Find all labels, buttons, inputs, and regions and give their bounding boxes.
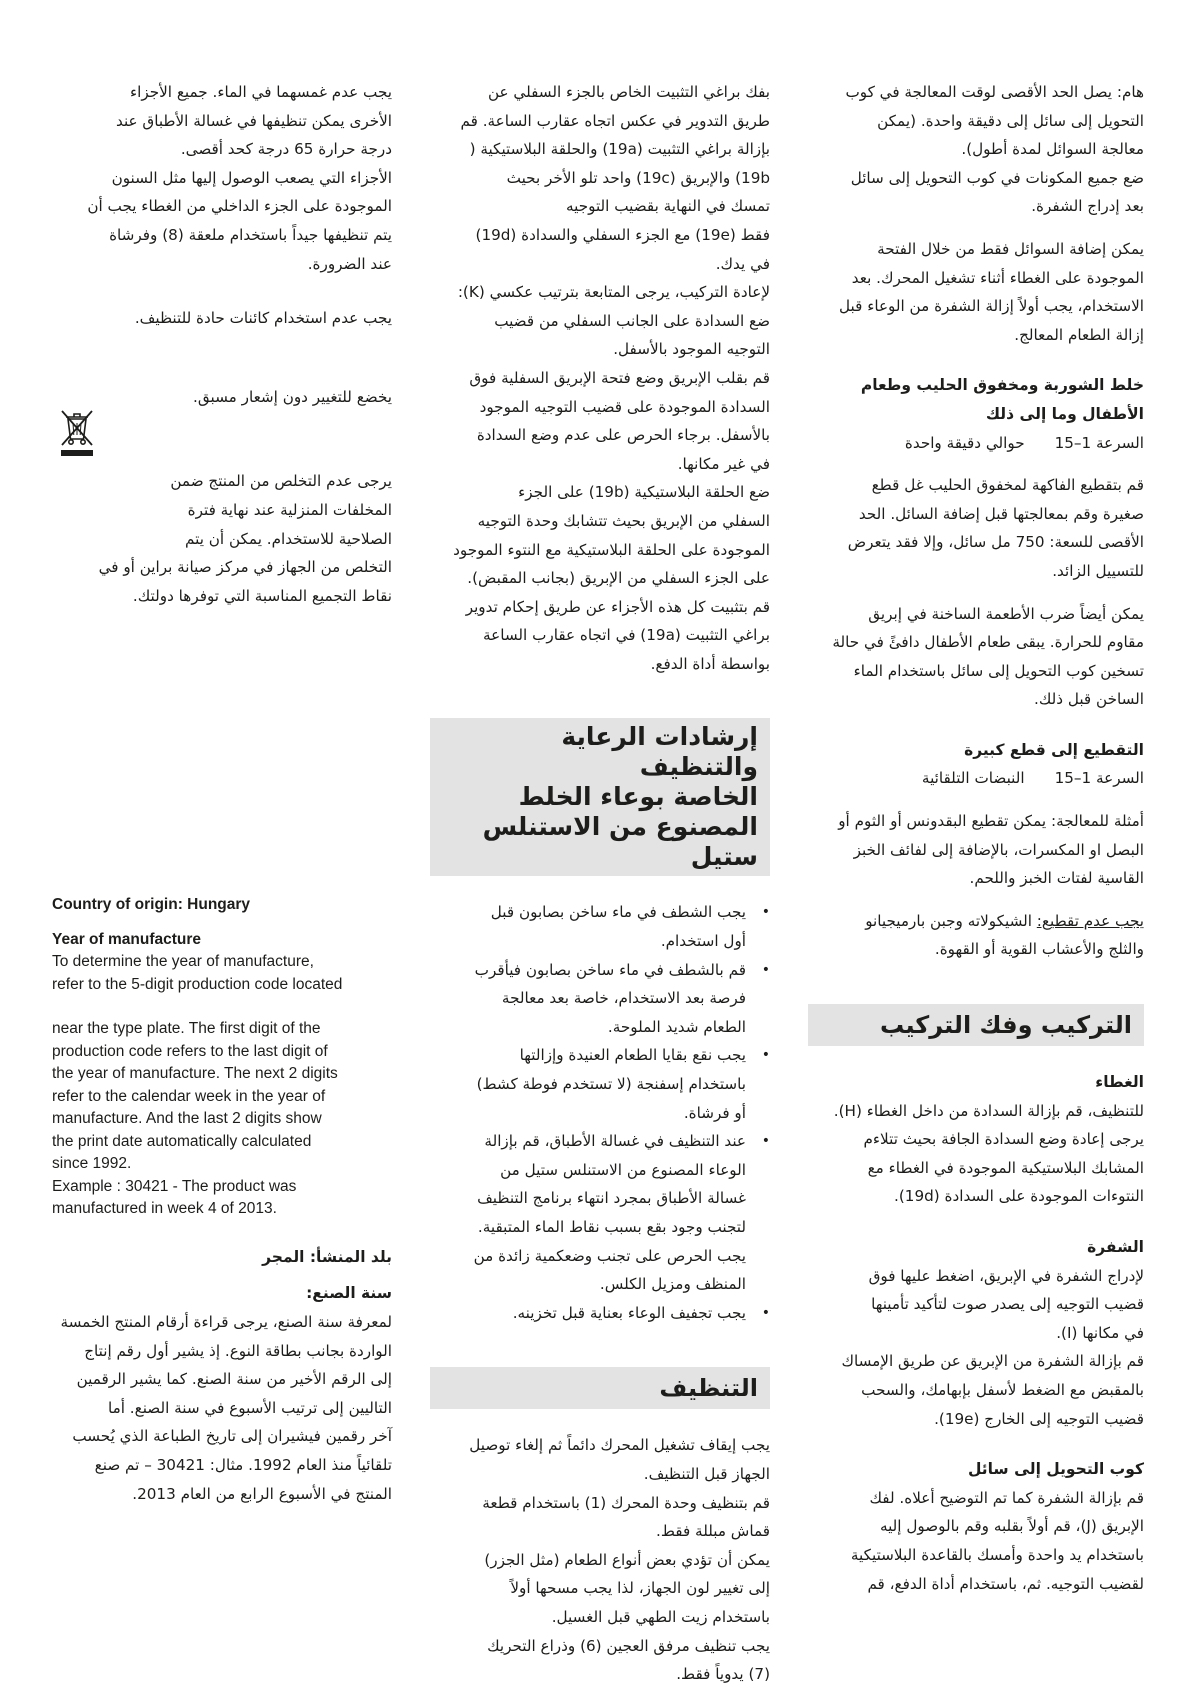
right-column — [808, 78, 1144, 1598]
subject-to-change: يخضع للتغيير دون إشعار مسبق. — [193, 387, 392, 406]
soups-paragraph: قم بتقطيع الفاكهة لمخفوق الحليب غل قطع صغيرة وقم بمعالجتها قبل إضافة السائل. الحد الأقصى للسعة: 750 مل سائل، وإلا فقد يتعرض للتسييل الزائد. — [847, 476, 1144, 580]
year-paragraph-ar: لمعرفة سنة الصنع، يرجى قراءة أرقام المنتج الخمسة الواردة بجانب بطاقة النوع. إذ يشير أول رقم إنتاج إلى الرقم الأخير من سنة الصنع. كما يشير الرقمين التاليين إلى ترتيب الأسبوع في سنة الصنع. أما آخر رقمين فيشيران إلى تاريخ الطباعة الذي يُحسب تلقائياً منذ العام 1992. مثال: 30421 – تم صنع المنتج في الأسبوع الرابع من العام 2013. — [60, 1313, 392, 1503]
intro-paragraph: هام: يصل الحد الأقصى لوقت المعالجة في كوب التحويل إلى سائل إلى دقيقة واحدة. (يمكن معالجة السوائل لمدة أطول). ضع جميع المكونات في كوب التحويل إلى سائل بعد إدراج الشفرة. — [845, 83, 1144, 216]
chop-speed-row: السرعة 1–15 النبضات التلقائية — [921, 769, 1144, 788]
middle-column — [430, 78, 770, 1689]
care-list — [430, 898, 770, 1327]
care-title: إرشادات الرعاية والتنظيف الخاصة بوعاء الخلط المصنوع من الاستنلس ستيل — [430, 718, 770, 876]
unscrew-paragraph: بفك براغي التثبيت الخاص بالجزء السفلي عن طريق التدوير في عكس اتجاه عقارب الساعة. قم بإزالة براغي التثبيت (19a) والحلقة البلاستيكية ( 19b) والإبريق (19c) واحد تلو الأخر بحيث تمسك في النهاية بقضيب التوجيه فقط (19e) مع الجزء السفلي والسدادة (19d) في يدك. لإعادة التركيب، يرجى المتابعة بترتيب عكسي (K): ضع السدادة على الجانب السفلي من قضيب التوجيه الموجود بالأسفل. قم بقلب الإبريق وضع فتحة الإبريق السفلية فوق السدادة الموجودة على قضيب التوجيه الموجود بالأسفل. برجاء الحرص على عدم وضع السدادة في غير مكانها. ضع الحلقة البلاستيكية (19b) على الجزء السفلي من الإبريق بحيث تتشابك وحدة التوجيه الموجودة على الحلقة البلاستيكية مع النتوء الموجود على الجزء السفلي من الإبريق (بجانب المقبض). قم بتثبيت كل هذه الأجزاء عن طريق إحكام تدوير براغي التثبيت (19a) في اتجاه عقارب الساعة بواسطة أداة الدفع. — [453, 83, 770, 673]
disposal-paragraph: يرجى عدم التخلص من المنتج ضمن المخلفات المنزلية عند نهاية فترة الصلاحية للاستخدام. يمكن أن يتم التخلص من الجهاز في مركز صيانة براين أو في نقاط التجميع المناسبة التي توفرها دولتك. — [98, 472, 392, 605]
lid-paragraph: للتنظيف، قم بإزالة السدادة من داخل الغطاء (H). يرجى إعادة وضع السدادة الجافة بحيث تتلاءم المشابك البلاستيكية الموجودة في الغطاء مع النتوءات الموجودة على السدادة (19d). — [833, 1101, 1144, 1206]
list-item: • قم بالشطف في ماء ساخن بصابون فيأقرب فرصة بعد الاستخدام، خاصة بعد معالجة الطعام شديد الملوحة. — [430, 956, 746, 1042]
blade-paragraph: لإدراج الشفرة في الإبريق، اضغط عليها فوق قضيب التوجيه إلى يصدر صوت لتأكيد تأمينها في مكانها (I). قم بإزالة الشفرة من الإبريق عن طريق الإمساك بالمقبض مع الضغط لأسفل بإبهامك، والسحب قضيب التوجيه إلى الخارج (19e). — [841, 1266, 1144, 1428]
hot-food-paragraph: يمكن أيضاً ضرب الأطعمة الساخنة في إبريق مقاوم للحرارة. يبقى طعام الأطفال دافئً في حالة تسخين كوب التحويل إلى سائل باستخدام الماء الساخن قبل ذلك. — [832, 604, 1144, 709]
cup-paragraph: قم بإزالة الشفرة كما تم التوضيح أعلاه. لفك الإبريق (J)، قم أولاً بقلبه وقم بالوصول إليه باستخدام يد واحدة وأمسك بالقاعدة البلاستيكية لقضيب التوجيه. ثم، باستخدام أداة الدفع، قم — [850, 1488, 1144, 1593]
year-paragraph-en-1: To determine the year of manufacture, refer to the 5-digit production code located — [52, 953, 343, 993]
soups-speed-row: السرعة 1–15 حوالي دقيقة واحدة — [904, 433, 1144, 452]
dishwasher-paragraph: يجب عدم غمسهما في الماء. جميع الأجزاء الأخرى يمكن تنظيفها في غسالة الأطباق عند درجة حرارة 65 درجة كحد أقصى. الأجزاء التي يصعب الوصول إليها مثل السنون الموجودة على الجزء الداخلي من الغطاء يجب أن يتم تنظيفها جيداً باستخدام ملعقة (8) وفرشاة عند الضرورة. — [87, 83, 392, 273]
year-paragraph-en-2: near the type plate. The first digit of the production code refers to the last digit of the year of manufacture. The next 2 digits refer to the calendar week in the year of manufacture. And the last 2 digits show the print date automatically calculated since 1992. Example : 30421 - The product was manufactured in week 4 of 2013. — [52, 1020, 338, 1218]
list-item: • عند التنظيف في غسالة الأطباق، قم بإزالة الوعاء المصنوع من الاستنلس ستيل من غسالة الأطباق بمجرد انتهاء برنامج التنظيف لتجنب وجود بقع بسبب نقاط الماء المتبقية. يجب الحرص على تجنب وضعكمية زائدة من المنظف ومزيل الكلس. — [430, 1127, 746, 1299]
year-heading-en: Year of manufacture — [52, 930, 202, 948]
assembly-title: التركيب وفك التركيب — [808, 1004, 1144, 1046]
lid-heading: الغطاء — [1095, 1073, 1144, 1092]
country-of-origin-en: Country of origin: Hungary — [52, 896, 251, 914]
blade-heading: الشفرة — [1087, 1238, 1144, 1256]
no-sharp-objects: يجب عدم استخدام كائنات حادة للتنظيف. — [134, 309, 392, 328]
cleaning-title: التنظيف — [430, 1367, 770, 1409]
cup-heading: كوب التحويل إلى سائل — [967, 1460, 1144, 1479]
crossed-out-wheelie-bin-icon — [58, 405, 96, 457]
liquids-paragraph: يمكن إضافة السوائل فقط من خلال الفتحة الموجودة على الغطاء أثناء تشغيل المحرك. بعد الاستخدام، يجب أولاً إزالة الشفرة من الوعاء قبل إزالة الطعام المعالج. — [839, 239, 1144, 344]
list-item: • يجب الشطف في ماء ساخن بصابون قبل أول استخدام. — [430, 898, 746, 955]
year-heading-ar: سنة الصنع: — [306, 1284, 392, 1303]
examples-paragraph: أمثلة للمعالجة: يمكن تقطيع البقدونس أو الثوم أو البصل او المكسرات، بالإضافة إلى لفائف الخبز القاسية لفتات الخبز واللحم. — [838, 812, 1144, 888]
list-item: • يجب تجفيف الوعاء بعناية قبل تخزينه. — [430, 1299, 746, 1328]
soups-heading: خلط الشوربة ومخفوق الحليب وطعام الأطفال وما إلى ذلك — [860, 376, 1144, 423]
cleaning-paragraph: يجب إيقاف تشغيل المحرك دائماً ثم إلغاء توصيل الجهاز قبل التنظيف. قم بتنظيف وحدة المحرك (1) باستخدام قطعة قماش مبللة فقط. يمكن أن تؤدي بعض أنواع الطعام (مثل الجزر) إلى تغيير لون الجهاز، لذا يجب مسحها أولاً باستخدام زيت الطهي قبل الغسيل. يجب تنظيف مرفق العجين (6) وذراع التحريك (7) يدوياً فقط. — [469, 1436, 770, 1684]
country-of-origin-ar: بلد المنشأ: المجر — [262, 1247, 392, 1266]
avoid-paragraph: يجب عدم تقطيع: الشيكولاته وجبن بارميجيانو والثلج والأعشاب القوية أو القهوة. — [865, 911, 1144, 959]
left-column — [52, 78, 392, 1508]
list-item: • يجب نقع بقايا الطعام العنيدة وإزالتها باستخدام إسفنجة (لا تستخدم فوطة كشط) أو فرشاة. — [430, 1041, 746, 1127]
chop-heading: التقطيع إلى قطع كبيرة — [964, 740, 1144, 759]
